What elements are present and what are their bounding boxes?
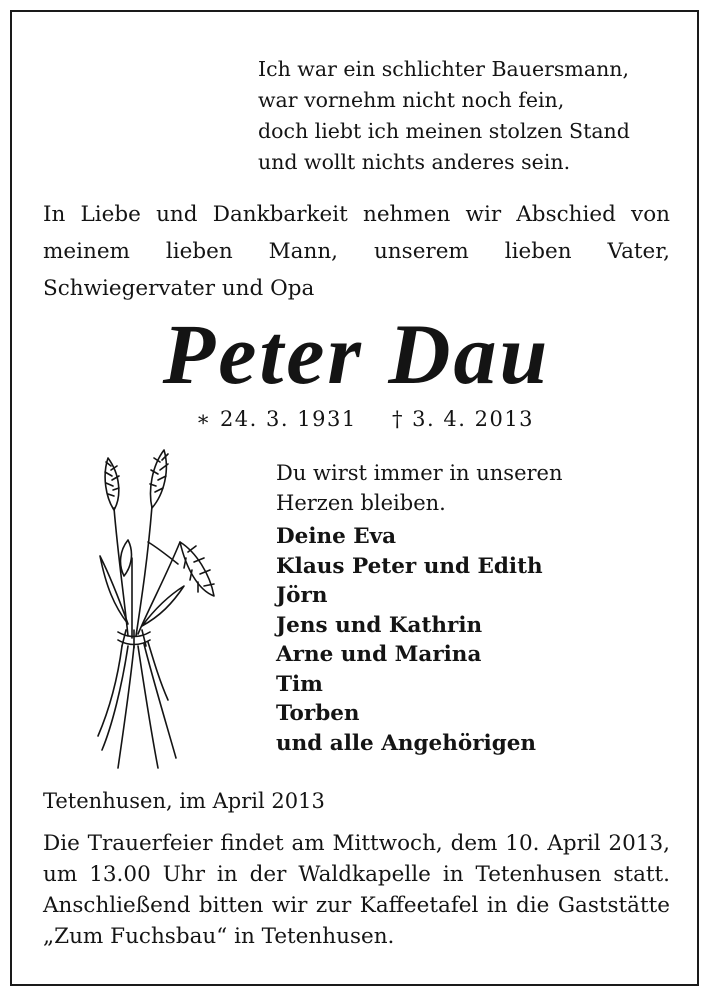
mourner-name: Jörn xyxy=(276,583,328,608)
mourner-name: Arne und Marina xyxy=(276,642,482,667)
message-line: Herzen bleiben. xyxy=(276,491,446,515)
death-date: † 3. 4. 2013 xyxy=(392,407,535,431)
place-and-date: Tetenhusen, im April 2013 xyxy=(43,789,325,813)
poem-line: doch liebt ich meinen stolzen Stand xyxy=(258,119,630,143)
poem xyxy=(258,54,630,178)
deceased-name: Peter Dau xyxy=(162,306,551,402)
intro-text: In Liebe und Dankbarkeit nehmen wir Abschied von meinem lieben Mann, unserem lieben Vater, Schwiegervater und Opa xyxy=(43,202,670,301)
mourner-name: Torben xyxy=(276,701,360,726)
poem-line: und wollt nichts anderes sein. xyxy=(258,150,571,174)
poem-line: war vornehm nicht noch fein, xyxy=(258,88,565,112)
poem-line: Ich war ein schlichter Bauersmann, xyxy=(258,57,630,81)
mourners-list xyxy=(276,522,543,758)
mourner-name: und alle Angehörigen xyxy=(276,730,537,756)
wheat-sheaf-icon xyxy=(88,446,228,782)
message-line: Du wirst immer in unseren xyxy=(276,461,563,485)
condolence-message xyxy=(276,458,563,518)
mourner-name: Tim xyxy=(276,671,323,697)
mourner-name: Jens und Kathrin xyxy=(276,612,483,638)
mourner-name: Klaus Peter und Edith xyxy=(276,553,543,579)
funeral-notice: Die Trauerfeier findet am Mittwoch, dem 10. April 2013, um 13.00 Uhr in der Waldkapelle in Tetenhusen statt. Anschließend bitten wir zur Kaffeetafel in die Gaststätte „Zum Fuchsbau“ in Tetenhusen. xyxy=(43,831,670,949)
birth-date: ∗ 24. 3. 1931 xyxy=(196,407,357,431)
mourner-name: Deine Eva xyxy=(276,524,397,549)
